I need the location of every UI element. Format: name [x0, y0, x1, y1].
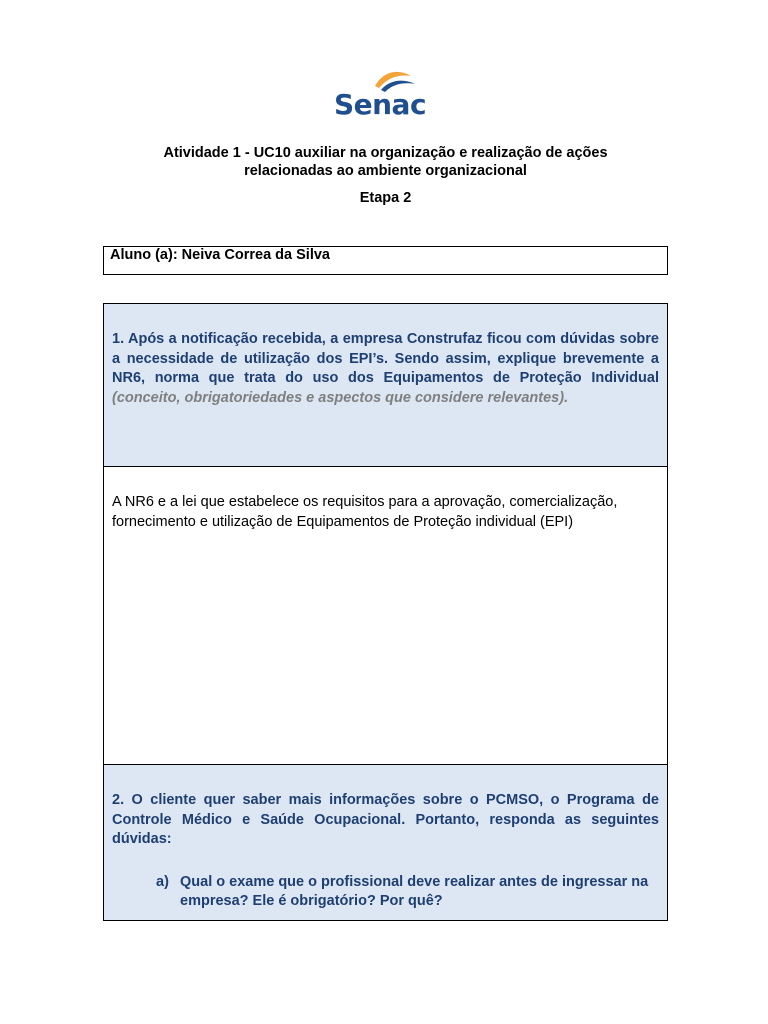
- answer-1-cell: [104, 467, 667, 765]
- title-line-1: Atividade 1 - UC10 auxiliar na organização e realização de ações: [163, 145, 608, 161]
- question-2-text: 2. O cliente quer saber mais informações sobre o PCMSO, o Programa de Controle Médico e Saúde Ocupacional. Portanto, responda as seguintes dúvidas:: [112, 792, 659, 847]
- sub-a-text: Qual o exame que o profissional deve realizar antes de ingressar na empresa? Ele é obrigatório? Por quê?: [180, 873, 649, 909]
- document-title: [103, 144, 668, 180]
- stage-label: Etapa 2: [359, 190, 412, 206]
- question-1-hint: (conceito, obrigatoriedades e aspectos que considere relevantes).: [112, 389, 569, 406]
- question-2-cell: [104, 765, 667, 920]
- answer-1-text: A NR6 e a lei que estabelece os requisitos para a aprovação, comercialização, fornecimento e utilização de Equipamentos de Proteção individual (EPI): [112, 494, 618, 530]
- question-1-text: 1. Após a notificação recebida, a empresa Construfaz ficou com dúvidas sobre a necessidade de utilização dos EPI’s. Sendo assim, explique brevemente a NR6, norma que trata do uso dos Equipamentos de Proteção Individual: [112, 331, 659, 386]
- student-box: [103, 246, 668, 275]
- question-1-cell: [104, 304, 667, 467]
- student-name-line: Aluno (a): Neiva Correa da Silva: [110, 247, 330, 263]
- senac-logo: [331, 66, 429, 122]
- title-line-2: relacionadas ao ambiente organizacional: [244, 163, 527, 179]
- question-2-sub-a: [156, 873, 659, 912]
- questions-table: [103, 303, 668, 921]
- sub-a-letter: a): [156, 873, 169, 890]
- logo-wordmark: Senac: [333, 88, 427, 121]
